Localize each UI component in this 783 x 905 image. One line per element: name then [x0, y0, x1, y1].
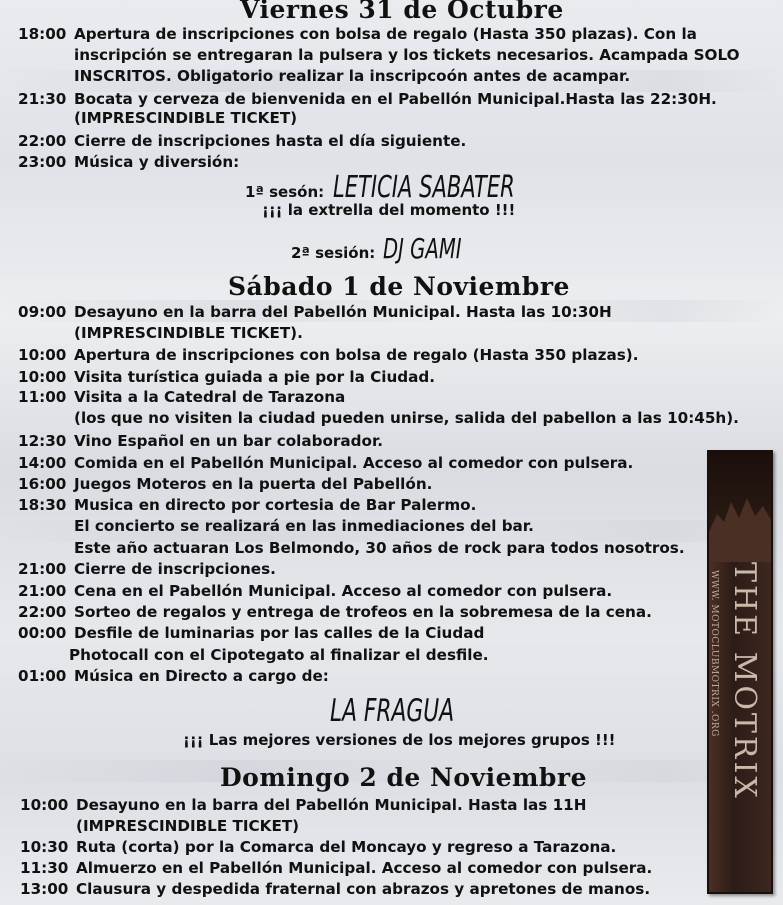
schedule-time: 11:30	[20, 859, 69, 877]
schedule-row	[18, 431, 383, 451]
session-2	[291, 232, 483, 265]
schedule-time: 12:30	[18, 432, 67, 450]
schedule-time: 13:00	[20, 880, 69, 898]
schedule-text: Vino Español en un bar colaborador.	[74, 432, 384, 450]
schedule-text: Cierre de inscripciones.	[74, 560, 276, 578]
schedule-time: 22:00	[18, 603, 67, 621]
schedule-time: 00:00	[18, 624, 67, 642]
schedule-row	[18, 367, 435, 387]
schedule-text: Desfile de luminarias por las calles de la Ciudad	[74, 624, 485, 642]
sunday-title: Domingo 2 de Noviembre	[220, 763, 587, 792]
schedule-row	[18, 495, 476, 515]
schedule-text: Juegos Moteros en la puerta del Pabellón.	[74, 475, 433, 493]
session-2-artist: DJ GAMI	[382, 232, 462, 265]
motrix-banner	[707, 450, 773, 894]
schedule-text-continued: (los que no visiten la ciudad pueden unirse, salida del pabellon a las 10:45h).	[74, 409, 739, 427]
schedule-time: 18:00	[18, 25, 67, 43]
schedule-row	[18, 559, 276, 579]
schedule-text-continued: Este año actuaran Los Belmondo, 30 años de rock para todos nosotros.	[74, 539, 685, 557]
schedule-time: 18:30	[18, 496, 67, 514]
schedule-text: Almuerzo en el Pabellón Municipal. Acceso al comedor con pulsera.	[76, 859, 653, 877]
schedule-row	[18, 602, 652, 622]
schedule-text: Cena en el Pabellón Municipal. Acceso al comedor con pulsera.	[74, 582, 613, 600]
saturday-title: Sábado 1 de Noviembre	[228, 272, 570, 301]
mountain-icon	[709, 492, 771, 562]
session-1	[245, 170, 566, 205]
schedule-time: 10:30	[20, 838, 69, 856]
session-1-artist: LETICIA SABATER	[333, 170, 516, 205]
session-1-tagline: ¡¡¡ la extrella del momento !!!	[262, 201, 516, 219]
schedule-text: Clausura y despedida fraternal con abrazos y apretones de manos.	[76, 880, 651, 898]
schedule-time: 10:00	[18, 346, 67, 364]
friday-title: Viernes 31 de Octubre	[240, 0, 564, 24]
schedule-time: 11:00	[18, 388, 67, 406]
band-name	[330, 693, 489, 729]
schedule-text-continued: Photocall con el Cipotegato al finalizar el desfile.	[69, 646, 489, 664]
schedule-row	[18, 302, 612, 322]
schedule-row	[18, 623, 484, 643]
schedule-text: Musica en directo por cortesia de Bar Palermo.	[74, 496, 477, 514]
schedule-time: 21:30	[18, 90, 67, 108]
schedule-row	[18, 24, 697, 44]
schedule-text: Comida en el Pabellón Municipal. Acceso al comedor con pulsera.	[74, 454, 634, 472]
schedule-text: Ruta (corta) por la Comarca del Moncayo y regreso a Tarazona.	[76, 838, 617, 856]
schedule-row	[18, 581, 612, 601]
schedule-text: Visita turística guiada a pie por la Ciudad.	[74, 368, 436, 386]
schedule-text: Sorteo de regalos y entrega de trofeos en la sobremesa de la cena.	[74, 603, 652, 621]
schedule-row	[18, 345, 639, 365]
schedule-text: Bocata y cerveza de bienvenida en el Pabellón Municipal.Hasta las 22:30H.	[74, 90, 717, 108]
banner-title: THE MOTRIX	[727, 562, 762, 801]
session-2-label: 2ª sesión:	[291, 244, 376, 262]
schedule-row	[18, 453, 633, 473]
schedule-text-continued: (IMPRESCINDIBLE TICKET)	[76, 817, 300, 835]
schedule-text: Apertura de inscripciones con bolsa de regalo (Hasta 350 plazas). Con la	[74, 25, 697, 43]
schedule-text: Desayuno en la barra del Pabellón Municipal. Hasta las 10:30H	[74, 303, 612, 321]
session-1-label: 1ª sesón:	[245, 183, 325, 201]
schedule-text: Apertura de inscripciones con bolsa de regalo (Hasta 350 plazas).	[74, 346, 639, 364]
schedule-time: 22:00	[18, 132, 67, 150]
schedule-time: 16:00	[18, 475, 67, 493]
schedule-time: 23:00	[18, 153, 67, 171]
schedule-text: Música en Directo a cargo de:	[74, 667, 329, 685]
schedule-time: 21:00	[18, 560, 67, 578]
schedule-time: 10:00	[18, 368, 67, 386]
banner-url: WWW. MOTOCLUBMOTRIX .ORG	[709, 570, 719, 737]
schedule-row	[18, 666, 329, 686]
schedule-time: 09:00	[18, 303, 67, 321]
schedule-row	[20, 837, 616, 857]
schedule-text-continued: El concierto se realizará en las inmediaciones del bar.	[74, 517, 534, 535]
schedule-row	[20, 879, 650, 899]
schedule-text: Cierre de inscripciones hasta el día siguiente.	[74, 132, 467, 150]
schedule-text-continued: (IMPRESCINDIBLE TICKET).	[74, 324, 303, 342]
schedule-row	[18, 387, 345, 407]
schedule-time: 21:00	[18, 582, 67, 600]
schedule-time: 14:00	[18, 454, 67, 472]
schedule-text-continued: inscripción se entregaran la pulsera y los tickets necesarios. Acampada SOLO	[74, 46, 740, 64]
schedule-text: Música y diversión:	[74, 153, 240, 171]
band-name-text: LA FRAGUA	[330, 693, 455, 729]
schedule-text-continued: INSCRITOS. Obligatorio realizar la inscripcoón antes de acampar.	[74, 67, 631, 85]
schedule-text-continued: (IMPRESCINDIBLE TICKET)	[74, 109, 298, 127]
schedule-row	[20, 795, 586, 815]
schedule-row	[18, 89, 717, 109]
schedule-row	[18, 474, 432, 494]
schedule-time: 10:00	[20, 796, 69, 814]
schedule-time: 01:00	[18, 667, 67, 685]
band-tagline: ¡¡¡ Las mejores versiones de los mejores grupos !!!	[183, 731, 616, 749]
schedule-row	[20, 858, 652, 878]
schedule-row	[18, 131, 466, 151]
schedule-text: Desayuno en la barra del Pabellón Municipal. Hasta las 11H	[76, 796, 587, 814]
schedule-text: Visita a la Catedral de Tarazona	[74, 388, 346, 406]
schedule-row	[18, 152, 239, 172]
